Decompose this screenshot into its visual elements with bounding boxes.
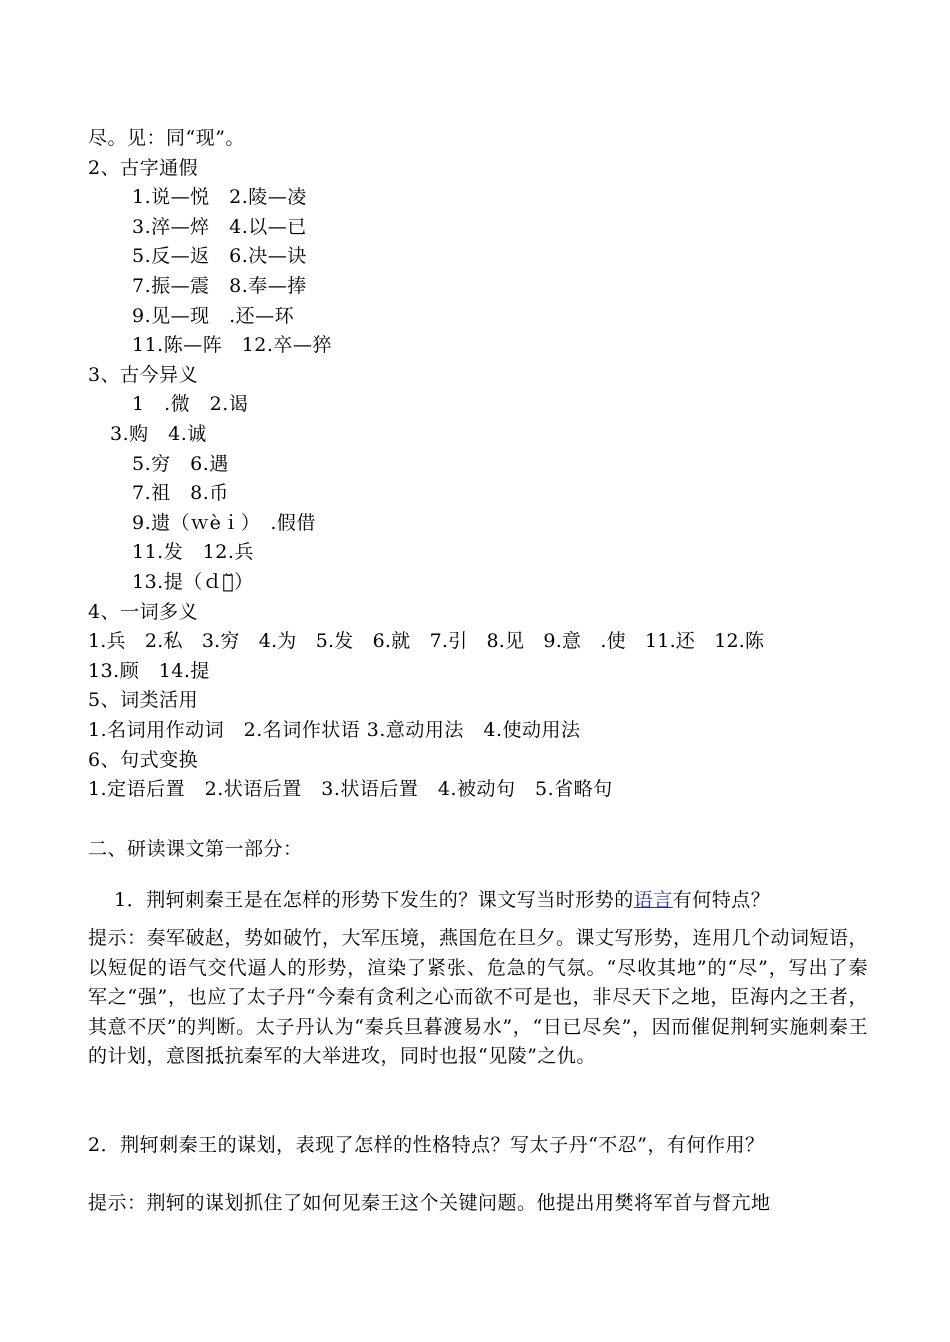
question-text: 1．荆轲刺秦王是在怎样的形势下发生的？课文写当时形势的 — [114, 889, 634, 911]
language-link[interactable]: 语言 — [633, 889, 673, 911]
list-item: 3.淬—焠 4.以—已 — [132, 216, 307, 238]
question-2: 2．荆轲刺秦王的谋划，表现了怎样的性格特点？写太子丹“不忍”，有何作用？ — [88, 1134, 765, 1156]
list-item: 3.购 4.诚 — [110, 423, 207, 445]
list-item: 11.发 12.兵 — [132, 541, 254, 563]
text-line: 13.顾 14.提 — [88, 660, 210, 682]
list-item: 9.见—现 .还—环 — [132, 305, 295, 327]
text-line: 1.兵 2.私 3.穷 4.为 5.发 6.就 7.引 8.见 9.意 .使 11.还 12.陈 — [88, 630, 765, 652]
section-heading: 2、古字通假 — [88, 157, 199, 179]
section-heading: 4、一词多义 — [88, 601, 199, 623]
text-line: 1.定语后置 2.状语后置 3.状语后置 4.被动句 5.省略句 — [88, 778, 613, 800]
answer-paragraph-2: 提示：荆轲的谋划抓住了如何见秦王这个关键问题。他提出用樊将军首与督亢地 — [88, 1192, 771, 1214]
list-item: 1.说—悦 2.陵—凌 — [132, 186, 307, 208]
list-item: 13.提（ｄｉ̆） — [132, 571, 254, 593]
section-heading: 5、词类活用 — [88, 689, 199, 711]
list-item: 7.祖 8.币 — [132, 482, 229, 504]
text-line: 1.名词用作动词 2.名词作状语 3.意动用法 4.使动用法 — [88, 719, 581, 741]
list-item: 5.反—返 6.决—诀 — [132, 245, 307, 267]
section-heading: 6、句式变换 — [88, 749, 199, 771]
list-item: 11.陈—阵 12.卒—猝 — [132, 334, 332, 356]
part-heading: 二、研读课文第一部分： — [88, 838, 303, 860]
question-text: 有何特点？ — [672, 889, 771, 911]
text-line: 尽。见：同“现”。 — [88, 127, 245, 149]
answer-paragraph-1: 提示：奏军破赵，势如破竹，大军压境，燕国危在旦夕。课丈写形势，连用几个动词短语，以短促的语气交代逼人的形势，渲染了紧张、危急的气氛。“尽收其地”的“尽”，写出了秦军之“强”，也应了太子丹“今秦有贪利之心而欲不可是也，非尽天下之地，臣海内之王者，其意不厌”的判断。太子丹认为“秦兵旦暮渡易水”，“日已尽矣”，因而催促荆轲实施刺秦王的计划，意图抵抗秦军的大举进攻，同时也报“见陵”之仇。 — [88, 927, 869, 1068]
list-item: 1 .微 2.谒 — [132, 393, 249, 415]
list-item: 7.振—震 8.奉—捧 — [132, 275, 307, 297]
list-item: 5.穷 6.遇 — [132, 453, 229, 475]
list-item: 9.遗（ｗèｉ） .假借 — [132, 512, 316, 534]
section-heading: 3、古今异义 — [88, 364, 199, 386]
